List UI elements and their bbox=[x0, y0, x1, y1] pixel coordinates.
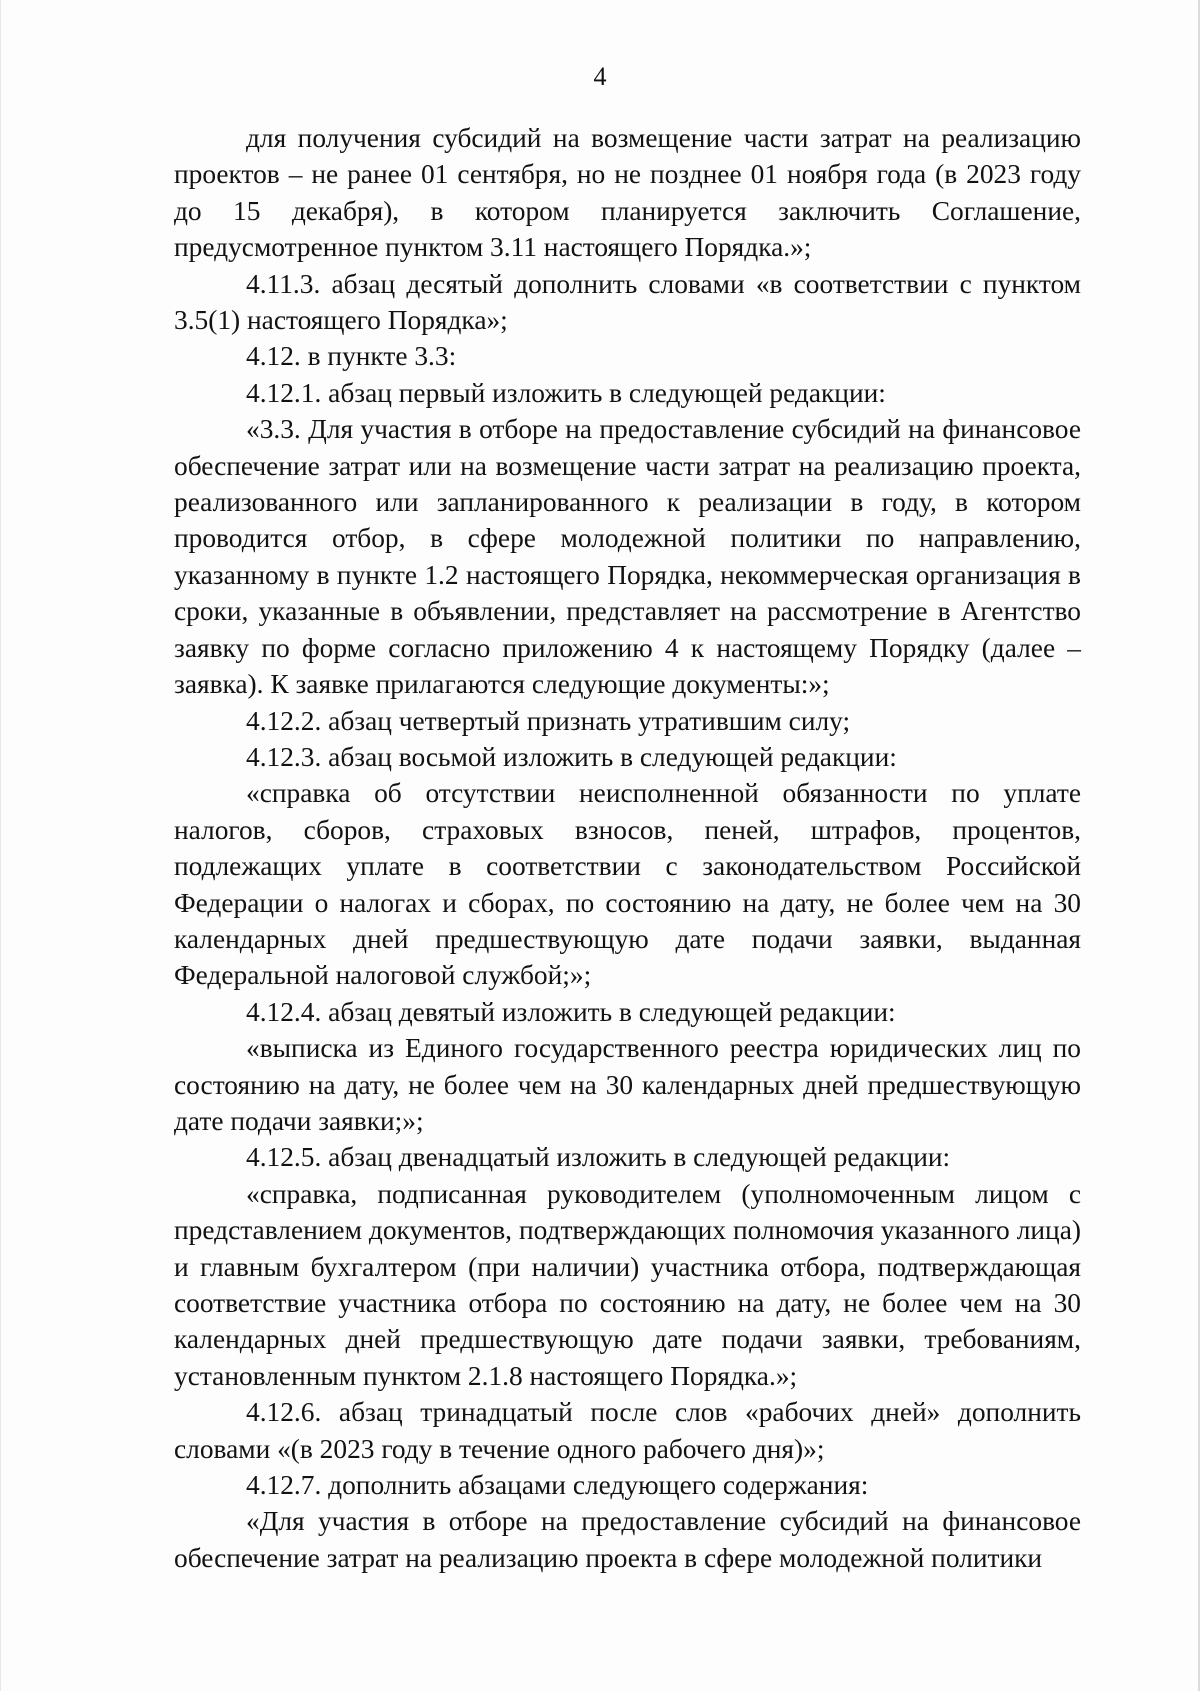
paragraph-4-12-4: 4.12.4. абзац девятый изложить в следующей редакции: bbox=[246, 996, 896, 1027]
paragraph-4-12-1: 4.12.1. абзац первый изложить в следующей редакции: bbox=[246, 377, 886, 408]
paragraph-intro-continuation: для получения субсидий на возмещение части затрат на реализацию проектов – не ранее 01 сентября, но не позднее 01 ноября года (в 2023 году до 15 декабря), в котором планируется заключить Соглашение, предусмотренное пунктом 3.11 настоящего Порядка.»; bbox=[174, 123, 1081, 263]
paragraph-4-12-6: 4.12.6. абзац тринадцатый после слов «рабочих дней» дополнить словами «(в 2023 году в течение одного рабочего дня)»; bbox=[174, 1397, 1081, 1464]
paragraph-registry-extract-quote: «выписка из Единого государственного реестра юридических лиц по состоянию на дату, не более чем на 30 календарных дней предшествующую дате подачи заявки;»; bbox=[174, 1033, 1081, 1136]
paragraph-4-12: 4.12. в пункте 3.3: bbox=[246, 341, 457, 372]
paragraph-tax-certificate-quote: «справка об отсутствии неисполненной обязанности по уплате налогов, сборов, страховых взносов, пеней, штрафов, процентов, подлежащих уплате в соответствии с законодательством Российской Федерации о налогах и сборах, по состоянию на дату, не более чем на 30 календарных дней предшествующую дате подачи заявки, выданная Федеральной налоговой службой;»; bbox=[174, 778, 1081, 991]
paragraph-4-12-5: 4.12.5. абзац двенадцатый изложить в следующей редакции: bbox=[246, 1142, 951, 1173]
paragraph-participation-quote: «Для участия в отборе на предоставление субсидий на финансовое обеспечение затрат на реализацию проекта в сфере молодежной политики bbox=[174, 1506, 1081, 1573]
scan-edge-left bbox=[0, 0, 1, 1691]
paragraph-4-12-3: 4.12.3. абзац восьмой изложить в следующей редакции: bbox=[246, 741, 897, 772]
document-body bbox=[174, 120, 1081, 1576]
page-number: 4 bbox=[593, 62, 607, 91]
paragraph-signed-certificate-quote: «справка, подписанная руководителем (уполномоченным лицом с представлением документов, подтверждающих полномочия указанного лица) и главным бухгалтером (при наличии) участника отбора, подтверждающая соответствие участника отбора по состоянию на дату, не более чем на 30 календарных дней предшествующую дате подачи заявки, требованиям, установленным пунктом 2.1.8 настоящего Порядка.»; bbox=[174, 1178, 1081, 1391]
paragraph-4-11-3: 4.11.3. абзац десятый дополнить словами «в соответствии с пунктом 3.5(1) настоящего Порядка»; bbox=[174, 268, 1081, 336]
paragraph-4-12-7: 4.12.7. дополнить абзацами следующего содержания: bbox=[246, 1470, 869, 1501]
paragraph-3-3-quote: «3.3. Для участия в отборе на предоставление субсидий на финансовое обеспечение затрат или на возмещение части затрат на реализацию проекта, реализованного или запланированного к реализации в году, в котором проводится отбор, в сфере молодежной политики по направлению, указанному в пункте 1.2 настоящего Порядка, некоммерческая организация в сроки, указанные в объявлении, представляет на рассмотрение в Агентство заявку по форме согласно приложению 4 к настоящему Порядку (далее – заявка). К заявке прилагаются следующие документы:»; bbox=[174, 414, 1081, 700]
paragraph-4-12-2: 4.12.2. абзац четвертый признать утратившим силу; bbox=[246, 705, 851, 736]
